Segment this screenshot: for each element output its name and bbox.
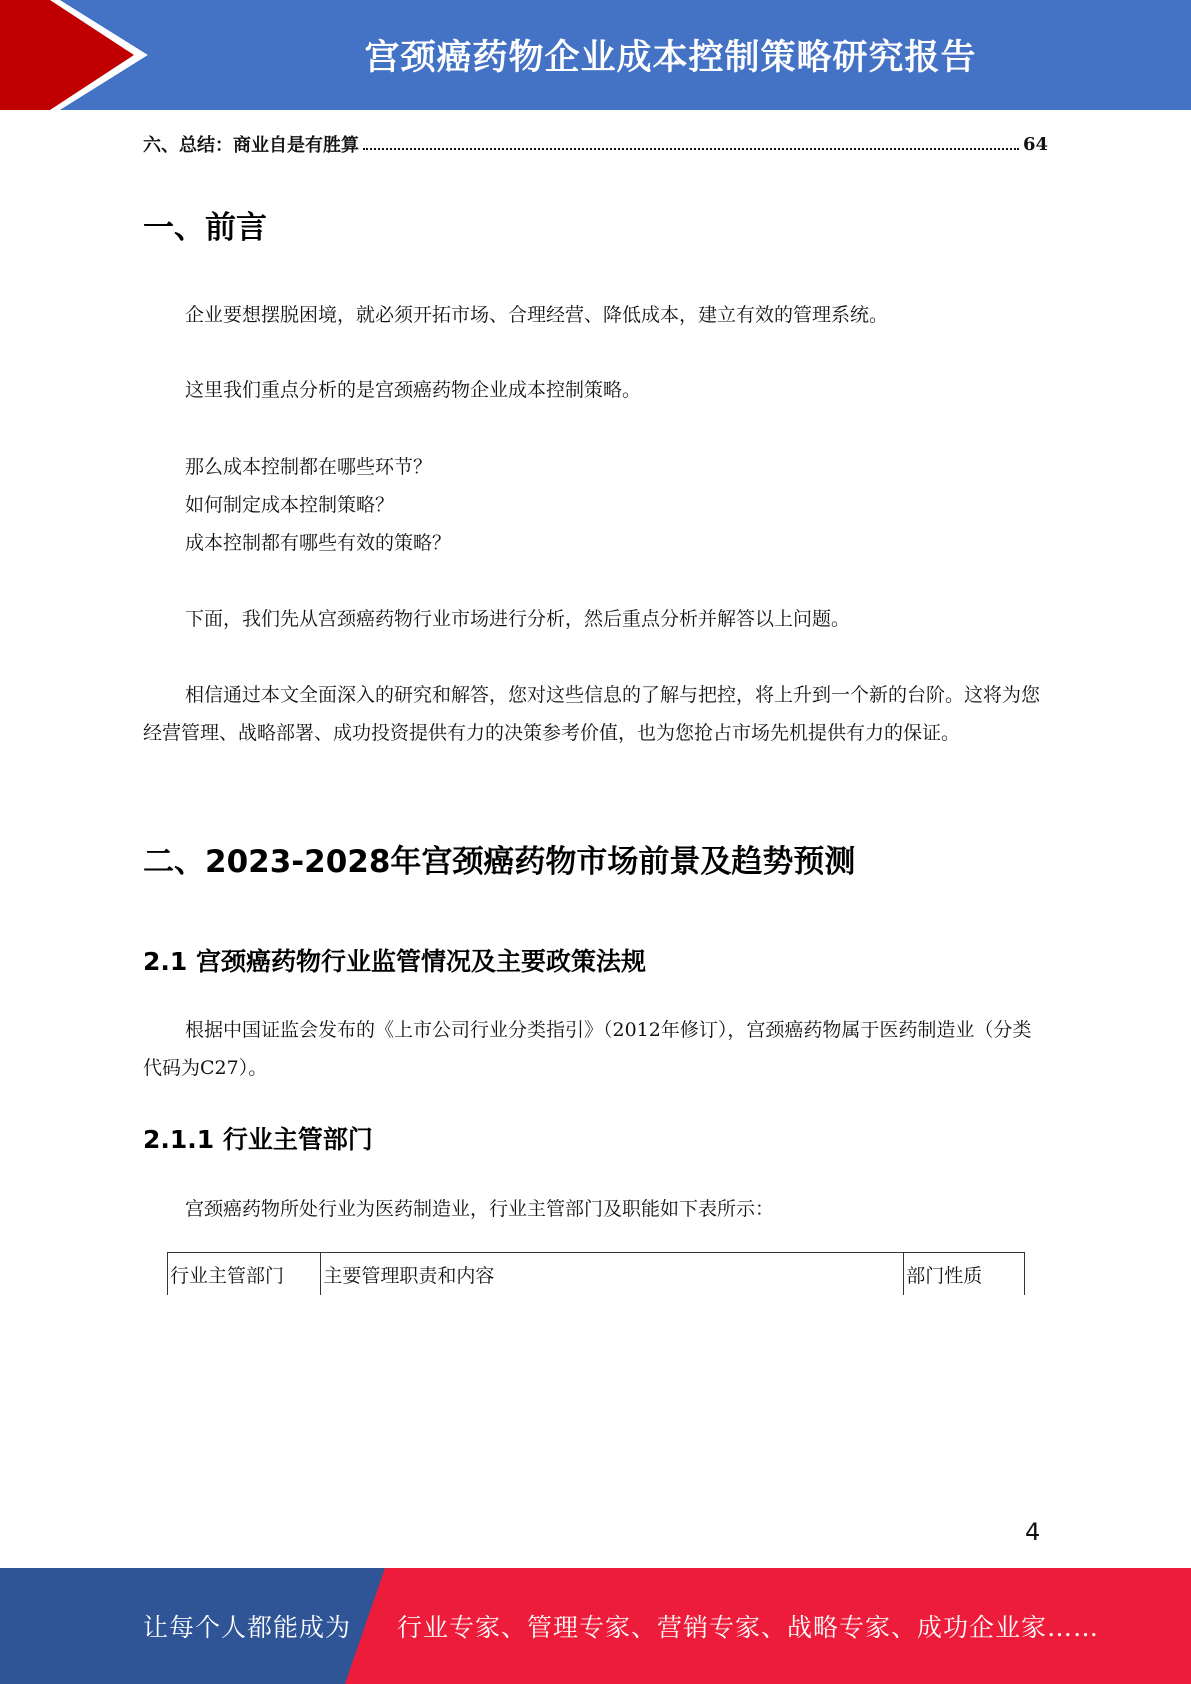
paragraph: 这里我们重点分析的是宫颈癌药物企业成本控制策略。 <box>185 379 642 401</box>
paragraph: 下面，我们先从宫颈癌药物行业市场进行分析，然后重点分析并解答以上问题。 <box>185 608 851 630</box>
report-title: 宫颈癌药物企业成本控制策略研究报告 <box>364 38 977 78</box>
footer-slogan-right: 行业专家、管理专家、营销专家、战略专家、成功企业家…… <box>397 1613 1100 1642</box>
table-header-cell: 行业主管部门 <box>168 1253 321 1296</box>
table-header-row <box>168 1253 1025 1296</box>
paragraph: 宫颈癌药物所处行业为医药制造业，行业主管部门及职能如下表所示： <box>185 1198 775 1220</box>
question-line: 如何制定成本控制策略？ <box>185 494 395 516</box>
footer-slogan-left: 让每个人都能成为 <box>143 1613 352 1642</box>
section-heading: 一、前言 <box>143 210 267 246</box>
paragraph: 企业要想摆脱困境，就必须开拓市场、合理经营、降低成本，建立有效的管理系统。 <box>185 304 889 326</box>
toc-entry-label: 六、总结：商业自是有胜算 <box>143 135 359 156</box>
paragraph: 根据中国证监会发布的《上市公司行业分类指引》（2012年修订），宫颈癌药物属于医药制造业（分类代码为C27）。 <box>143 1019 1032 1079</box>
toc-leader-dots <box>363 148 1019 150</box>
question-line: 那么成本控制都在哪些环节？ <box>185 456 433 478</box>
paragraph: 相信通过本文全面深入的研究和解答，您对这些信息的了解与把控，将上升到一个新的台阶。这将为您经营管理、战略部署、成功投资提供有力的决策参考价值，也为您抢占市场先机提供有力的保证。 <box>143 684 1041 744</box>
page-footer <box>0 1568 1191 1684</box>
question-line: 成本控制都有哪些有效的策略？ <box>185 532 452 554</box>
toc-entry-page: 64 <box>1022 133 1048 155</box>
departments-table <box>167 1252 1025 1295</box>
header-chevron-icon <box>0 0 160 110</box>
section-heading: 二、2023-2028年宫颈癌药物市场前景及趋势预测 <box>143 844 856 880</box>
page-number: 4 <box>1025 1518 1041 1546</box>
table-header-cell: 部门性质 <box>904 1253 1025 1296</box>
subsubsection-heading: 2.1.1 行业主管部门 <box>143 1125 373 1154</box>
subsection-heading: 2.1 宫颈癌药物行业监管情况及主要政策法规 <box>143 947 646 976</box>
toc-entry[interactable] <box>143 128 1048 160</box>
page-header <box>0 0 1191 110</box>
table-header-cell: 主要管理职责和内容 <box>321 1253 904 1296</box>
